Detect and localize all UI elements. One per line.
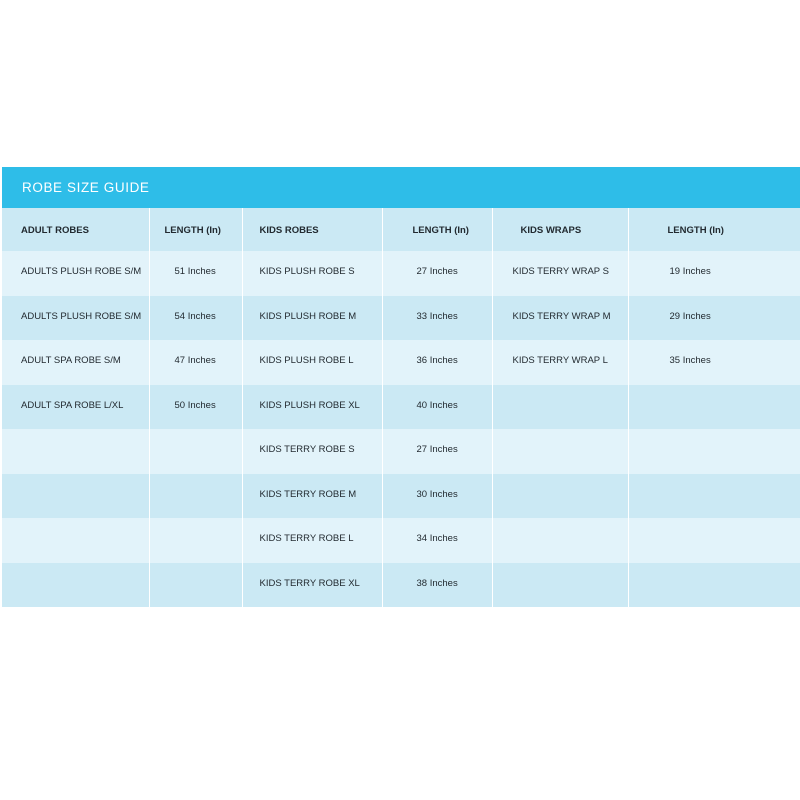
kids-robe-length-cell: 36 Inches <box>382 340 492 385</box>
adult-length-cell: 54 Inches <box>149 296 242 341</box>
kids-wrap-length-cell <box>628 518 800 563</box>
header-kids-wraps: KIDS WRAPS <box>492 208 628 251</box>
kids-wrap-cell <box>492 385 628 430</box>
table-row <box>2 385 800 430</box>
kids-robe-cell: KIDS TERRY ROBE L <box>242 518 382 563</box>
adult-robe-cell: ADULTS PLUSH ROBE S/M <box>2 296 149 341</box>
kids-robe-length-cell: 27 Inches <box>382 429 492 474</box>
robe-size-guide <box>2 167 800 607</box>
adult-length-cell: 47 Inches <box>149 340 242 385</box>
adult-robe-cell <box>2 518 149 563</box>
adult-robe-cell: ADULTS PLUSH ROBE S/M <box>2 251 149 296</box>
adult-robe-cell: ADULT SPA ROBE S/M <box>2 340 149 385</box>
kids-wrap-length-cell: 35 Inches <box>669 355 711 366</box>
header-kids-robes-length: LENGTH (In) <box>382 208 492 251</box>
adult-robe-cell <box>2 429 149 474</box>
guide-title: ROBE SIZE GUIDE <box>2 167 800 208</box>
kids-robe-cell: KIDS TERRY ROBE XL <box>242 563 382 608</box>
kids-robe-length-cell: 30 Inches <box>382 474 492 519</box>
kids-robe-cell: KIDS PLUSH ROBE L <box>242 340 382 385</box>
adult-robe-cell <box>2 474 149 519</box>
table-row <box>2 251 800 296</box>
kids-wrap-cell: KIDS TERRY WRAP M <box>492 296 628 341</box>
kids-wrap-cell: KIDS TERRY WRAP S <box>492 251 628 296</box>
kids-robe-cell: KIDS TERRY ROBE S <box>242 429 382 474</box>
kids-wrap-cell <box>492 563 628 608</box>
table-row <box>2 296 800 341</box>
kids-wrap-cell <box>492 474 628 519</box>
header-kids-wraps-length: LENGTH (In) <box>667 224 724 236</box>
kids-robe-cell: KIDS PLUSH ROBE XL <box>242 385 382 430</box>
kids-robe-cell: KIDS TERRY ROBE M <box>242 474 382 519</box>
adult-length-cell <box>149 474 242 519</box>
header-adult-robes: ADULT ROBES <box>2 208 149 251</box>
adult-robe-cell <box>2 563 149 608</box>
size-table <box>2 208 800 607</box>
kids-wrap-length-cell <box>628 429 800 474</box>
table-row <box>2 429 800 474</box>
header-row <box>2 208 800 251</box>
table-row <box>2 518 800 563</box>
kids-wrap-length-cell: 19 Inches <box>669 266 711 277</box>
header-adult-length: LENGTH (In) <box>149 208 242 251</box>
table-row <box>2 340 800 385</box>
kids-wrap-length-cell <box>628 474 800 519</box>
adult-length-cell <box>149 563 242 608</box>
table-row <box>2 563 800 608</box>
adult-length-cell <box>149 518 242 563</box>
table-row <box>2 474 800 519</box>
kids-robe-length-cell: 27 Inches <box>382 251 492 296</box>
header-kids-robes: KIDS ROBES <box>242 208 382 251</box>
adult-robe-cell: ADULT SPA ROBE L/XL <box>2 385 149 430</box>
kids-robe-cell: KIDS PLUSH ROBE M <box>242 296 382 341</box>
kids-wrap-cell: KIDS TERRY WRAP L <box>492 340 628 385</box>
adult-length-cell: 51 Inches <box>149 251 242 296</box>
adult-length-cell <box>149 429 242 474</box>
kids-wrap-length-cell <box>628 385 800 430</box>
kids-wrap-length-cell: 29 Inches <box>669 310 711 322</box>
kids-robe-length-cell: 38 Inches <box>382 563 492 608</box>
kids-wrap-length-cell <box>628 563 800 608</box>
adult-length-cell: 50 Inches <box>149 385 242 430</box>
kids-robe-cell: KIDS PLUSH ROBE S <box>242 251 382 296</box>
kids-wrap-cell <box>492 429 628 474</box>
kids-wrap-cell <box>492 518 628 563</box>
kids-robe-length-cell: 40 Inches <box>382 385 492 430</box>
kids-robe-length-cell: 34 Inches <box>382 518 492 563</box>
kids-robe-length-cell: 33 Inches <box>382 296 492 341</box>
